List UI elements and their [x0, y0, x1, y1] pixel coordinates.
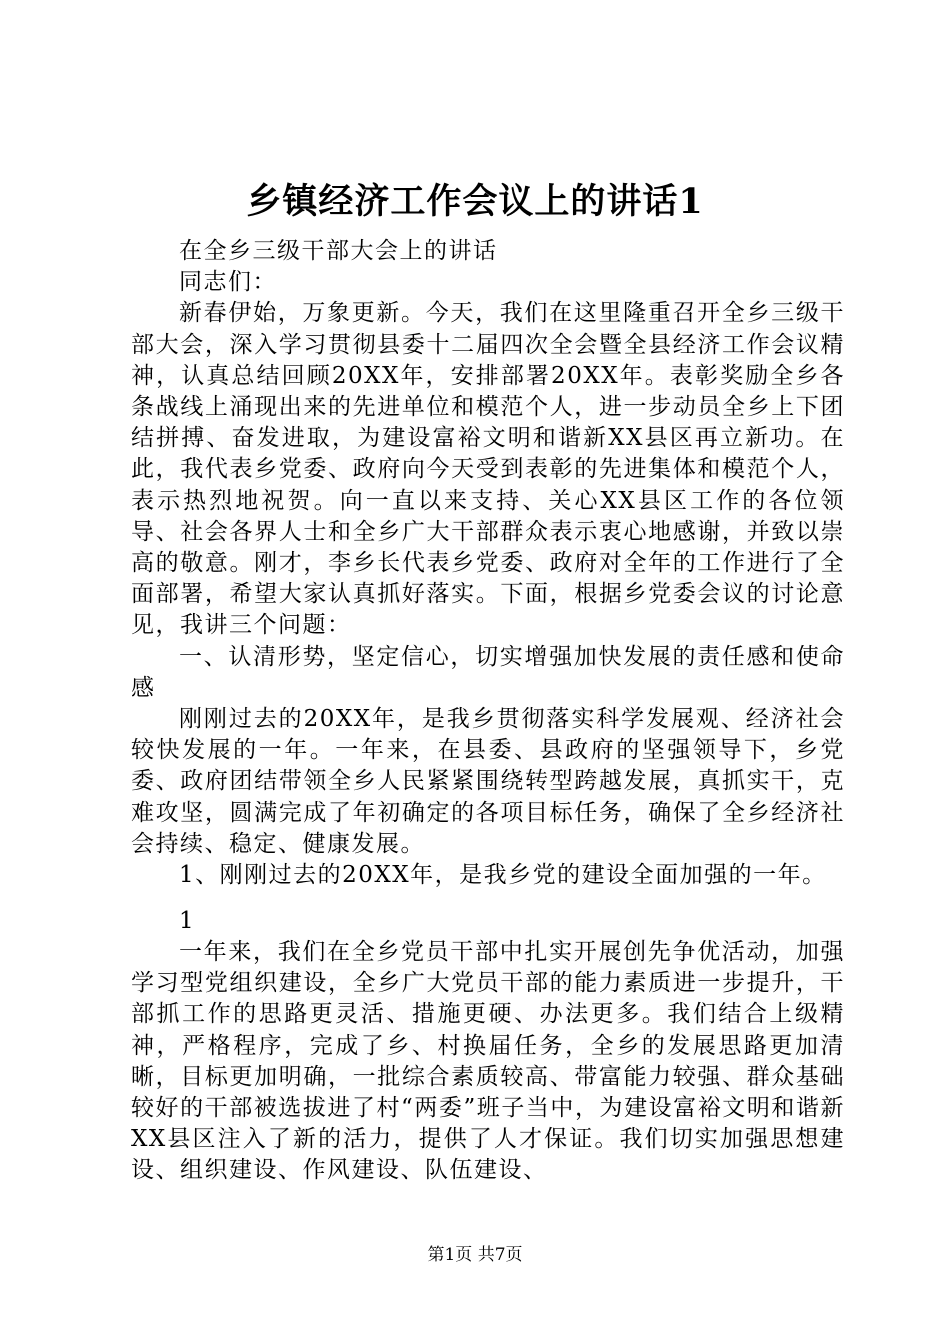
paragraph-point-1: 1、刚刚过去的20XX年，是我乡党的建设全面加强的一年。: [179, 862, 827, 889]
inline-page-marker: 1: [179, 908, 194, 934]
paragraph-salutation: 同志们：: [179, 269, 277, 296]
paragraph-subtitle: 在全乡三级干部大会上的讲话: [179, 238, 498, 264]
section-heading-1: 一、认清形势，坚定信心，切实增强加快发展的责任感和使命感: [131, 643, 845, 701]
paragraph-review: 刚刚过去的20XX年，是我乡贯彻落实科学发展观、经济社会较快发展的一年。一年来，在县委、县政府的坚强领导下，乡党委、政府团结带领全乡人民紧紧围绕转型跨越发展，真抓实干，克难攻坚，圆满完成了年初确定的各项目标任务，确保了全乡经济社会持续、稳定、健康发展。: [131, 706, 845, 857]
paragraph-party-building: 一年来，我们在全乡党员干部中扎实开展创先争优活动，加强学习型党组织建设，全乡广大党员干部的能力素质进一步提升，干部抓工作的思路更灵活、措施更硬、办法更多。我们结合上级精神，严格程序，完成了乡、村换届任务，全乡的发展思路更加清晰，目标更加明确，一批综合素质较高、带富能力较强、群众基础较好的干部被选拔进了村“两委”班子当中，为建设富裕文明和谐新XX县区注入了新的活力，提供了人才保证。我们切实加强思想建设、组织建设、作风建设、队伍建设、: [131, 939, 845, 1184]
page-footer: 第1页 共7页: [427, 1245, 523, 1265]
document-body-section-1: [131, 236, 845, 891]
document-title: 乡镇经济工作会议上的讲话1: [246, 181, 704, 222]
document-body-section-2: [131, 937, 845, 1187]
paragraph-intro: 新春伊始，万象更新。今天，我们在这里隆重召开全乡三级干部大会，深入学习贯彻县委十二届四次全会暨全县经济工作会议精神，认真总结回顾20XX年，安排部署20XX年。表彰奖励全乡各条战线上涌现出来的先进单位和模范个人，进一步动员全乡上下团结拼搏、奋发进取，为建设富裕文明和谐新XX县区再立新功。在此，我代表乡党委、政府向今天受到表彰的先进集体和模范个人，表示热烈地祝贺。向一直以来支持、关心XX县区工作的各位领导、社会各界人士和全乡广大干部群众表示衷心地感谢，并致以崇高的敬意。刚才，李乡长代表乡党委、政府对全年的工作进行了全面部署，希望大家认真抓好落实。下面，根据乡党委会议的讨论意见，我讲三个问题：: [131, 300, 845, 639]
